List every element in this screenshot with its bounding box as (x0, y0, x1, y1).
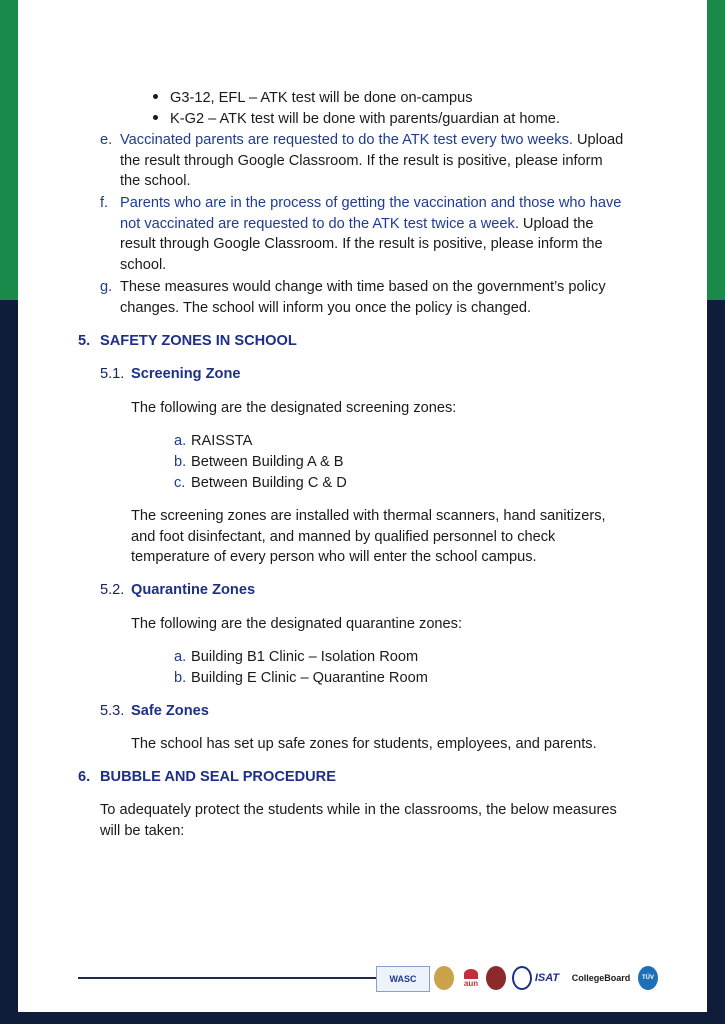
screening-letter-a: a. (174, 433, 187, 449)
screening-item: RAISSTA (191, 433, 253, 449)
bullet-dot-icon (153, 94, 158, 99)
item-e-line: the result through Google Classroom. If the result is positive, please inform (120, 152, 603, 169)
section-5-number: 5. (78, 333, 91, 349)
quarantine-item: Building B1 Clinic – Isolation Room (191, 649, 419, 665)
quarantine-letter-a: a. (174, 649, 187, 665)
item-g-line: changes. The school will inform you once the policy is changed. (120, 299, 532, 316)
bullet-item: K-G2 – ATK test will be done with parents/guardian at home. (153, 109, 560, 130)
subsection-5-2-title: Quarantine Zones (131, 582, 256, 598)
section-6-number: 6. (78, 769, 91, 785)
subsection-5-2-number: 5.2. (100, 582, 125, 598)
aun-mark-icon (464, 969, 478, 979)
wasc-logo: WASC (376, 966, 430, 992)
collegeboard-logo: CollegeBoard (571, 973, 631, 983)
quarantine-letter-b: b. (174, 670, 187, 686)
item-e-line: the school. (120, 173, 191, 189)
item-e-line: Vaccinated parents are requested to do the ATK test every two weeks. Upload (120, 132, 624, 148)
isat-globe-icon (512, 966, 532, 990)
bubble-seal-paragraph: To adequately protect the students while in the classrooms, the below measures will be taken: (100, 802, 617, 839)
item-f-text (120, 193, 657, 275)
item-g-text (120, 277, 657, 318)
section-6-title: BUBBLE AND SEAL PROCEDURE (100, 769, 336, 785)
quarantine-intro: The following are the designated quarantine zones: (131, 616, 463, 632)
item-e-text (120, 130, 657, 192)
bullet-item: G3-12, EFL – ATK test will be done on-campus (153, 88, 473, 109)
screening-intro: The following are the designated screening zones: (131, 400, 457, 416)
screening-letter-b: b. (174, 454, 187, 470)
safe-zones-text: The school has set up safe zones for students, employees, and parents. (131, 736, 597, 752)
screening-letter-c: c. (174, 475, 186, 491)
subsection-5-1-title: Screening Zone (131, 366, 241, 382)
subsection-5-3-number: 5.3. (100, 703, 125, 719)
screening-item: Between Building C & D (191, 475, 347, 491)
item-letter-f: f. (100, 195, 109, 211)
item-f-line: result through Google Classroom. If the result is positive, please inform the (120, 236, 603, 252)
bullet-dot-icon (153, 115, 158, 120)
seal-logo-2 (486, 966, 506, 990)
item-letter-g: g. (100, 279, 113, 295)
tuv-logo: TÜV (638, 966, 658, 990)
item-f-line: school. (120, 256, 167, 273)
isat-logo: ISAT (534, 972, 560, 984)
quarantine-item: Building E Clinic – Quarantine Room (191, 670, 428, 686)
aun-logo: aun (458, 966, 484, 990)
subsection-5-3-title: Safe Zones (131, 703, 209, 719)
item-g-line: These measures would change with time based on the government’s policy (120, 279, 606, 295)
subsection-5-1-number: 5.1. (100, 366, 125, 382)
seal-logo-1 (434, 966, 454, 990)
item-f-line: Parents who are in the process of getting the vaccination and those who have (120, 195, 622, 211)
footer-divider (78, 977, 388, 979)
screening-paragraph: The screening zones are installed with thermal scanners, hand sanitizers, and foot disinfectant, and manned by qualified personnel to check temperature of every person who will enter the school campus. (131, 508, 606, 565)
screening-item: Between Building A & B (191, 454, 344, 470)
item-f-line: not vaccinated are requested to do the ATK test twice a week. Upload the (120, 215, 594, 232)
document-page (18, 0, 707, 1012)
section-5-title: SAFETY ZONES IN SCHOOL (100, 333, 297, 349)
item-letter-e: e. (100, 132, 113, 148)
